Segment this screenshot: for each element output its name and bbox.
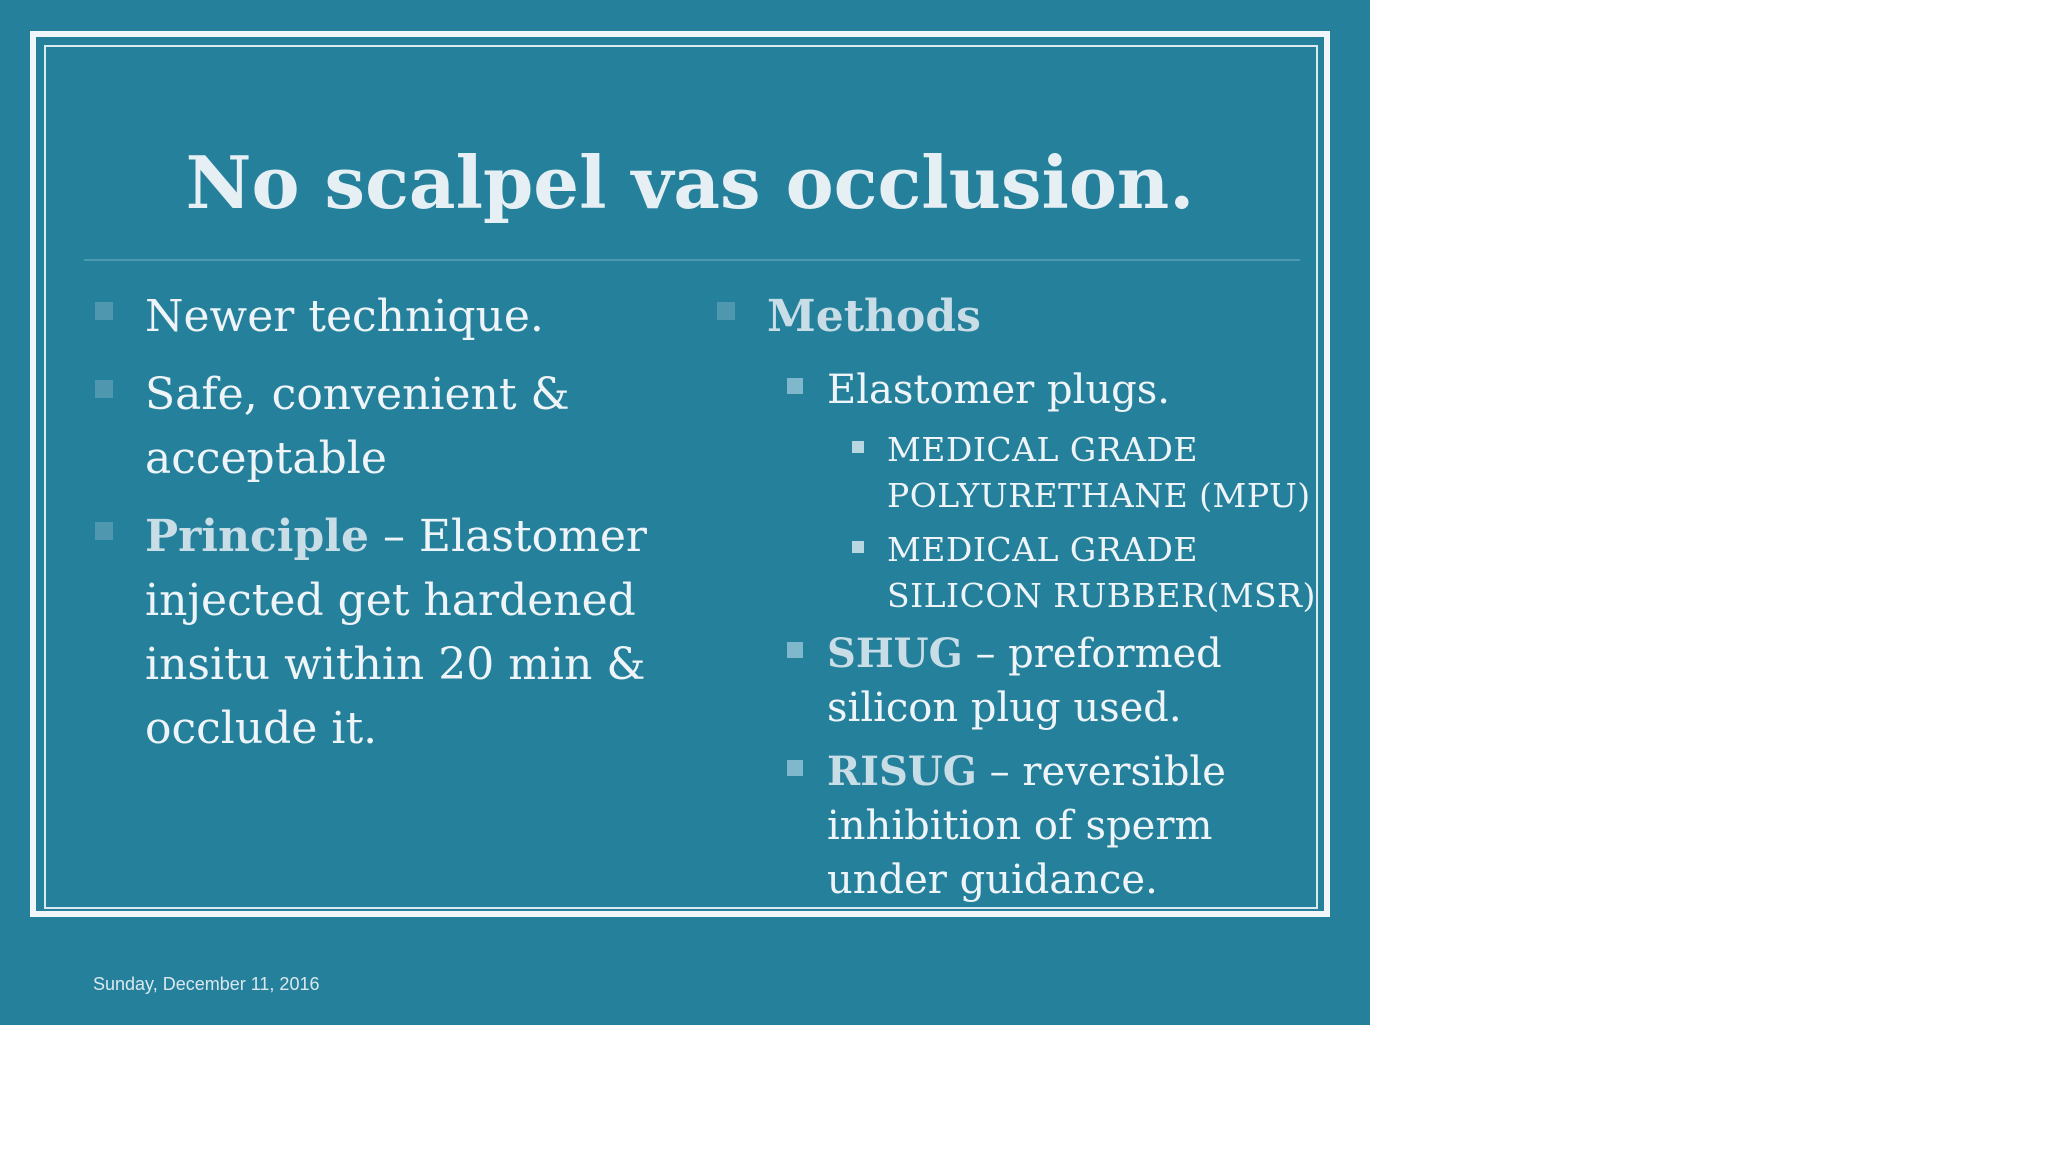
list-item-text: Safe, convenient & acceptable [145,369,570,484]
list-item-text [95,505,695,761]
left-column [95,285,695,775]
method-item-text: Elastomer plugs. [827,367,1170,413]
square-bullet-icon [787,760,803,776]
square-bullet-icon [852,541,864,553]
footer-date: Sunday, December 11, 2016 [93,974,320,994]
right-column [717,285,1317,917]
principle-description: – Elastomer injected get hardened insitu within 20 min & occlude it. [145,511,647,754]
methods-heading-item [717,285,1317,349]
elastomer-type-item [852,427,1317,519]
list-item-text: Newer technique. [145,291,544,342]
slide-title: No scalpel vas occlusion. [185,140,1195,225]
elastomer-type-item [852,527,1317,619]
shug-term: SHUG [827,630,963,677]
list-item [95,363,695,491]
elastomer-type-text: MEDICAL GRADE SILICON RUBBER(MSR) [887,530,1316,615]
square-bullet-icon [95,380,113,398]
method-item-elastomer [787,363,1317,417]
principle-term: Principle [145,511,369,562]
elastomer-type-text: MEDICAL GRADE POLYURETHANE (MPU) [887,430,1311,515]
square-bullet-icon [95,522,113,540]
risug-term: RISUG [827,748,977,795]
method-item-text [787,627,1317,735]
method-item-shug [787,627,1317,735]
method-item-risug [787,745,1317,907]
square-bullet-icon [787,378,803,394]
list-item [95,505,695,761]
square-bullet-icon [852,441,864,453]
shug-description: – preformed silicon plug used. [827,631,1222,731]
list-item [95,285,695,349]
method-item-text [787,745,1317,907]
square-bullet-icon [717,302,735,320]
square-bullet-icon [95,302,113,320]
methods-heading: Methods [767,291,981,342]
risug-description: – reversible inhibition of sperm under guidance. [827,749,1226,903]
title-divider [84,259,1300,261]
square-bullet-icon [787,642,803,658]
